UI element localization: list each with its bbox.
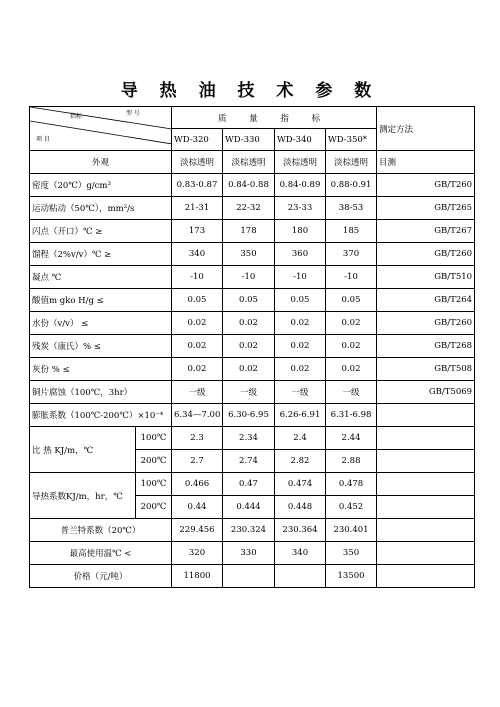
- value-cell: 21-31: [172, 197, 223, 220]
- table-row: [30, 519, 475, 542]
- value-cell: 0.05: [172, 289, 223, 312]
- row-label: 铜片腐蚀（100℃，3hr）: [30, 381, 172, 404]
- table-row: [30, 243, 475, 266]
- value-cell: 淡棕透明: [172, 151, 223, 174]
- value-cell: [223, 565, 275, 588]
- table-row: [30, 335, 475, 358]
- value-cell: 330: [223, 542, 275, 565]
- table-row: [30, 289, 475, 312]
- value-cell: 6.31-6.98: [326, 404, 377, 427]
- value-cell: 0.02: [275, 335, 326, 358]
- value-cell: 0.47: [223, 473, 275, 496]
- table-row: [30, 404, 475, 427]
- group-label: 比 热 KJ/m，℃: [30, 427, 136, 473]
- model-header: WD-320: [172, 129, 223, 151]
- value-cell: 0.02: [172, 335, 223, 358]
- method-header: 测定方法: [377, 107, 475, 151]
- row-label: 膨胀系数（100℃-200℃）×10⁻⁴: [30, 404, 172, 427]
- value-cell: 2.44: [326, 427, 377, 450]
- value-cell: 38-53: [326, 197, 377, 220]
- temp-cell: 100℃: [136, 427, 172, 450]
- value-cell: 360: [275, 243, 326, 266]
- model-header: WD-340: [275, 129, 326, 151]
- page-title: 导 热 油 技 术 参 数: [120, 81, 380, 101]
- value-cell: -10: [223, 266, 275, 289]
- corner-mid-label: 指标: [70, 113, 83, 120]
- value-cell: 13500: [326, 565, 377, 588]
- corner-diagonal-lines: [30, 107, 172, 144]
- value-cell: 0.02: [172, 312, 223, 335]
- method-cell: GB/T5069: [377, 381, 475, 404]
- row-label: 残炭（康氏）% ≤: [30, 335, 172, 358]
- corner-row-label: 项 目: [36, 136, 50, 143]
- value-cell: 350: [326, 542, 377, 565]
- method-cell: GB/T268: [377, 335, 475, 358]
- value-cell: 370: [326, 243, 377, 266]
- value-cell: 一级: [223, 381, 275, 404]
- model-header: WD-330: [223, 129, 275, 151]
- table-row: [30, 197, 475, 220]
- table-row: [30, 151, 475, 174]
- value-cell: 320: [172, 542, 223, 565]
- value-cell: 2.4: [275, 427, 326, 450]
- value-cell: 2.3: [172, 427, 223, 450]
- value-cell: 0.05: [275, 289, 326, 312]
- value-cell: 0.466: [172, 473, 223, 496]
- value-cell: 0.474: [275, 473, 326, 496]
- value-cell: 0.05: [326, 289, 377, 312]
- table-row: [30, 220, 475, 243]
- value-cell: 23-33: [275, 197, 326, 220]
- value-cell: 淡棕透明: [223, 151, 275, 174]
- value-cell: 6.30-6.95: [223, 404, 275, 427]
- value-cell: 178: [223, 220, 275, 243]
- value-cell: 230.364: [275, 519, 326, 542]
- row-label: 最高使用温℃ <: [30, 542, 172, 565]
- value-cell: 180: [275, 220, 326, 243]
- value-cell: 2.82: [275, 450, 326, 473]
- row-label: 价格（元/吨）: [30, 565, 172, 588]
- row-label: 凝点 ℃: [30, 266, 172, 289]
- value-cell: 淡棕透明: [326, 151, 377, 174]
- value-cell: 229.456: [172, 519, 223, 542]
- row-label: 外观: [30, 151, 172, 174]
- value-cell: 0.88-0.91: [326, 174, 377, 197]
- value-cell: 340: [275, 542, 326, 565]
- value-cell: 11800: [172, 565, 223, 588]
- value-cell: 0.478: [326, 473, 377, 496]
- row-label: 灰份 % ≤: [30, 358, 172, 381]
- value-cell: 淡棕透明: [275, 151, 326, 174]
- value-cell: 0.452: [326, 496, 377, 519]
- method-cell: GB/T510: [377, 266, 475, 289]
- value-cell: 0.84-0.89: [275, 174, 326, 197]
- value-cell: 6.34—7.00: [172, 404, 223, 427]
- value-cell: 0.05: [223, 289, 275, 312]
- temp-cell: 100℃: [136, 473, 172, 496]
- value-cell: 一级: [275, 381, 326, 404]
- table-row: [30, 174, 475, 197]
- method-cell: [377, 427, 475, 450]
- value-cell: 一级: [326, 381, 377, 404]
- method-cell: [377, 565, 475, 588]
- spec-table: [29, 106, 475, 588]
- method-cell: [377, 542, 475, 565]
- table-row: [30, 312, 475, 335]
- value-cell: 0.448: [275, 496, 326, 519]
- value-cell: 0.02: [275, 312, 326, 335]
- corner-col-label: 型 号: [126, 110, 140, 117]
- table-row: [30, 473, 475, 496]
- value-cell: 185: [326, 220, 377, 243]
- method-cell: GB/T260: [377, 312, 475, 335]
- value-cell: 0.84-0.88: [223, 174, 275, 197]
- method-cell: 目测: [377, 151, 475, 174]
- value-cell: 340: [172, 243, 223, 266]
- value-cell: 0.02: [275, 358, 326, 381]
- value-cell: 0.444: [223, 496, 275, 519]
- value-cell: 0.44: [172, 496, 223, 519]
- value-cell: [275, 565, 326, 588]
- value-cell: 173: [172, 220, 223, 243]
- row-label: 馏程（2%v/v）℃ ≥: [30, 243, 172, 266]
- row-label: 闪点（开口）℃ ≥: [30, 220, 172, 243]
- value-cell: 0.02: [172, 358, 223, 381]
- row-label: 运动粘动（50℃），mm²/s: [30, 197, 172, 220]
- method-cell: [377, 450, 475, 473]
- method-cell: [377, 496, 475, 519]
- value-cell: 0.02: [326, 358, 377, 381]
- model-header: WD-350*: [326, 129, 377, 151]
- method-cell: GB/T267: [377, 220, 475, 243]
- value-cell: 0.83-0.87: [172, 174, 223, 197]
- method-cell: GB/T508: [377, 358, 475, 381]
- value-cell: 2.34: [223, 427, 275, 450]
- quality-header: 质 量 指 标: [172, 107, 377, 129]
- value-cell: -10: [275, 266, 326, 289]
- method-cell: [377, 473, 475, 496]
- temp-cell: 200℃: [136, 496, 172, 519]
- corner-cell: [30, 107, 172, 151]
- table-row: [30, 381, 475, 404]
- value-cell: 0.02: [326, 335, 377, 358]
- table-row: [30, 358, 475, 381]
- row-label: 水份（v/v） ≤: [30, 312, 172, 335]
- value-cell: 230.401: [326, 519, 377, 542]
- table-row: [30, 427, 475, 450]
- value-cell: 350: [223, 243, 275, 266]
- row-label: 密度（20℃）g/cm³: [30, 174, 172, 197]
- value-cell: 0.02: [223, 312, 275, 335]
- table-row: [30, 266, 475, 289]
- value-cell: 2.7: [172, 450, 223, 473]
- value-cell: 6.26-6.91: [275, 404, 326, 427]
- header-row-1: [30, 107, 475, 129]
- row-label: 普兰特系数（20℃）: [30, 519, 172, 542]
- value-cell: 2.74: [223, 450, 275, 473]
- method-cell: GB/T264: [377, 289, 475, 312]
- value-cell: 0.02: [223, 335, 275, 358]
- value-cell: 22-32: [223, 197, 275, 220]
- value-cell: 0.02: [326, 312, 377, 335]
- value-cell: -10: [326, 266, 377, 289]
- method-cell: GB/T265: [377, 197, 475, 220]
- row-label: 酸值m gko H/g ≤: [30, 289, 172, 312]
- group-label: 导热系数KJ/m，hr，℃: [30, 473, 136, 519]
- table-row: [30, 542, 475, 565]
- method-cell: GB/T260: [377, 243, 475, 266]
- method-cell: GB/T260: [377, 174, 475, 197]
- value-cell: -10: [172, 266, 223, 289]
- method-cell: [377, 519, 475, 542]
- value-cell: 2.88: [326, 450, 377, 473]
- temp-cell: 200℃: [136, 450, 172, 473]
- table-row: [30, 565, 475, 588]
- value-cell: 一级: [172, 381, 223, 404]
- method-cell: [377, 404, 475, 427]
- value-cell: 0.02: [223, 358, 275, 381]
- value-cell: 230.324: [223, 519, 275, 542]
